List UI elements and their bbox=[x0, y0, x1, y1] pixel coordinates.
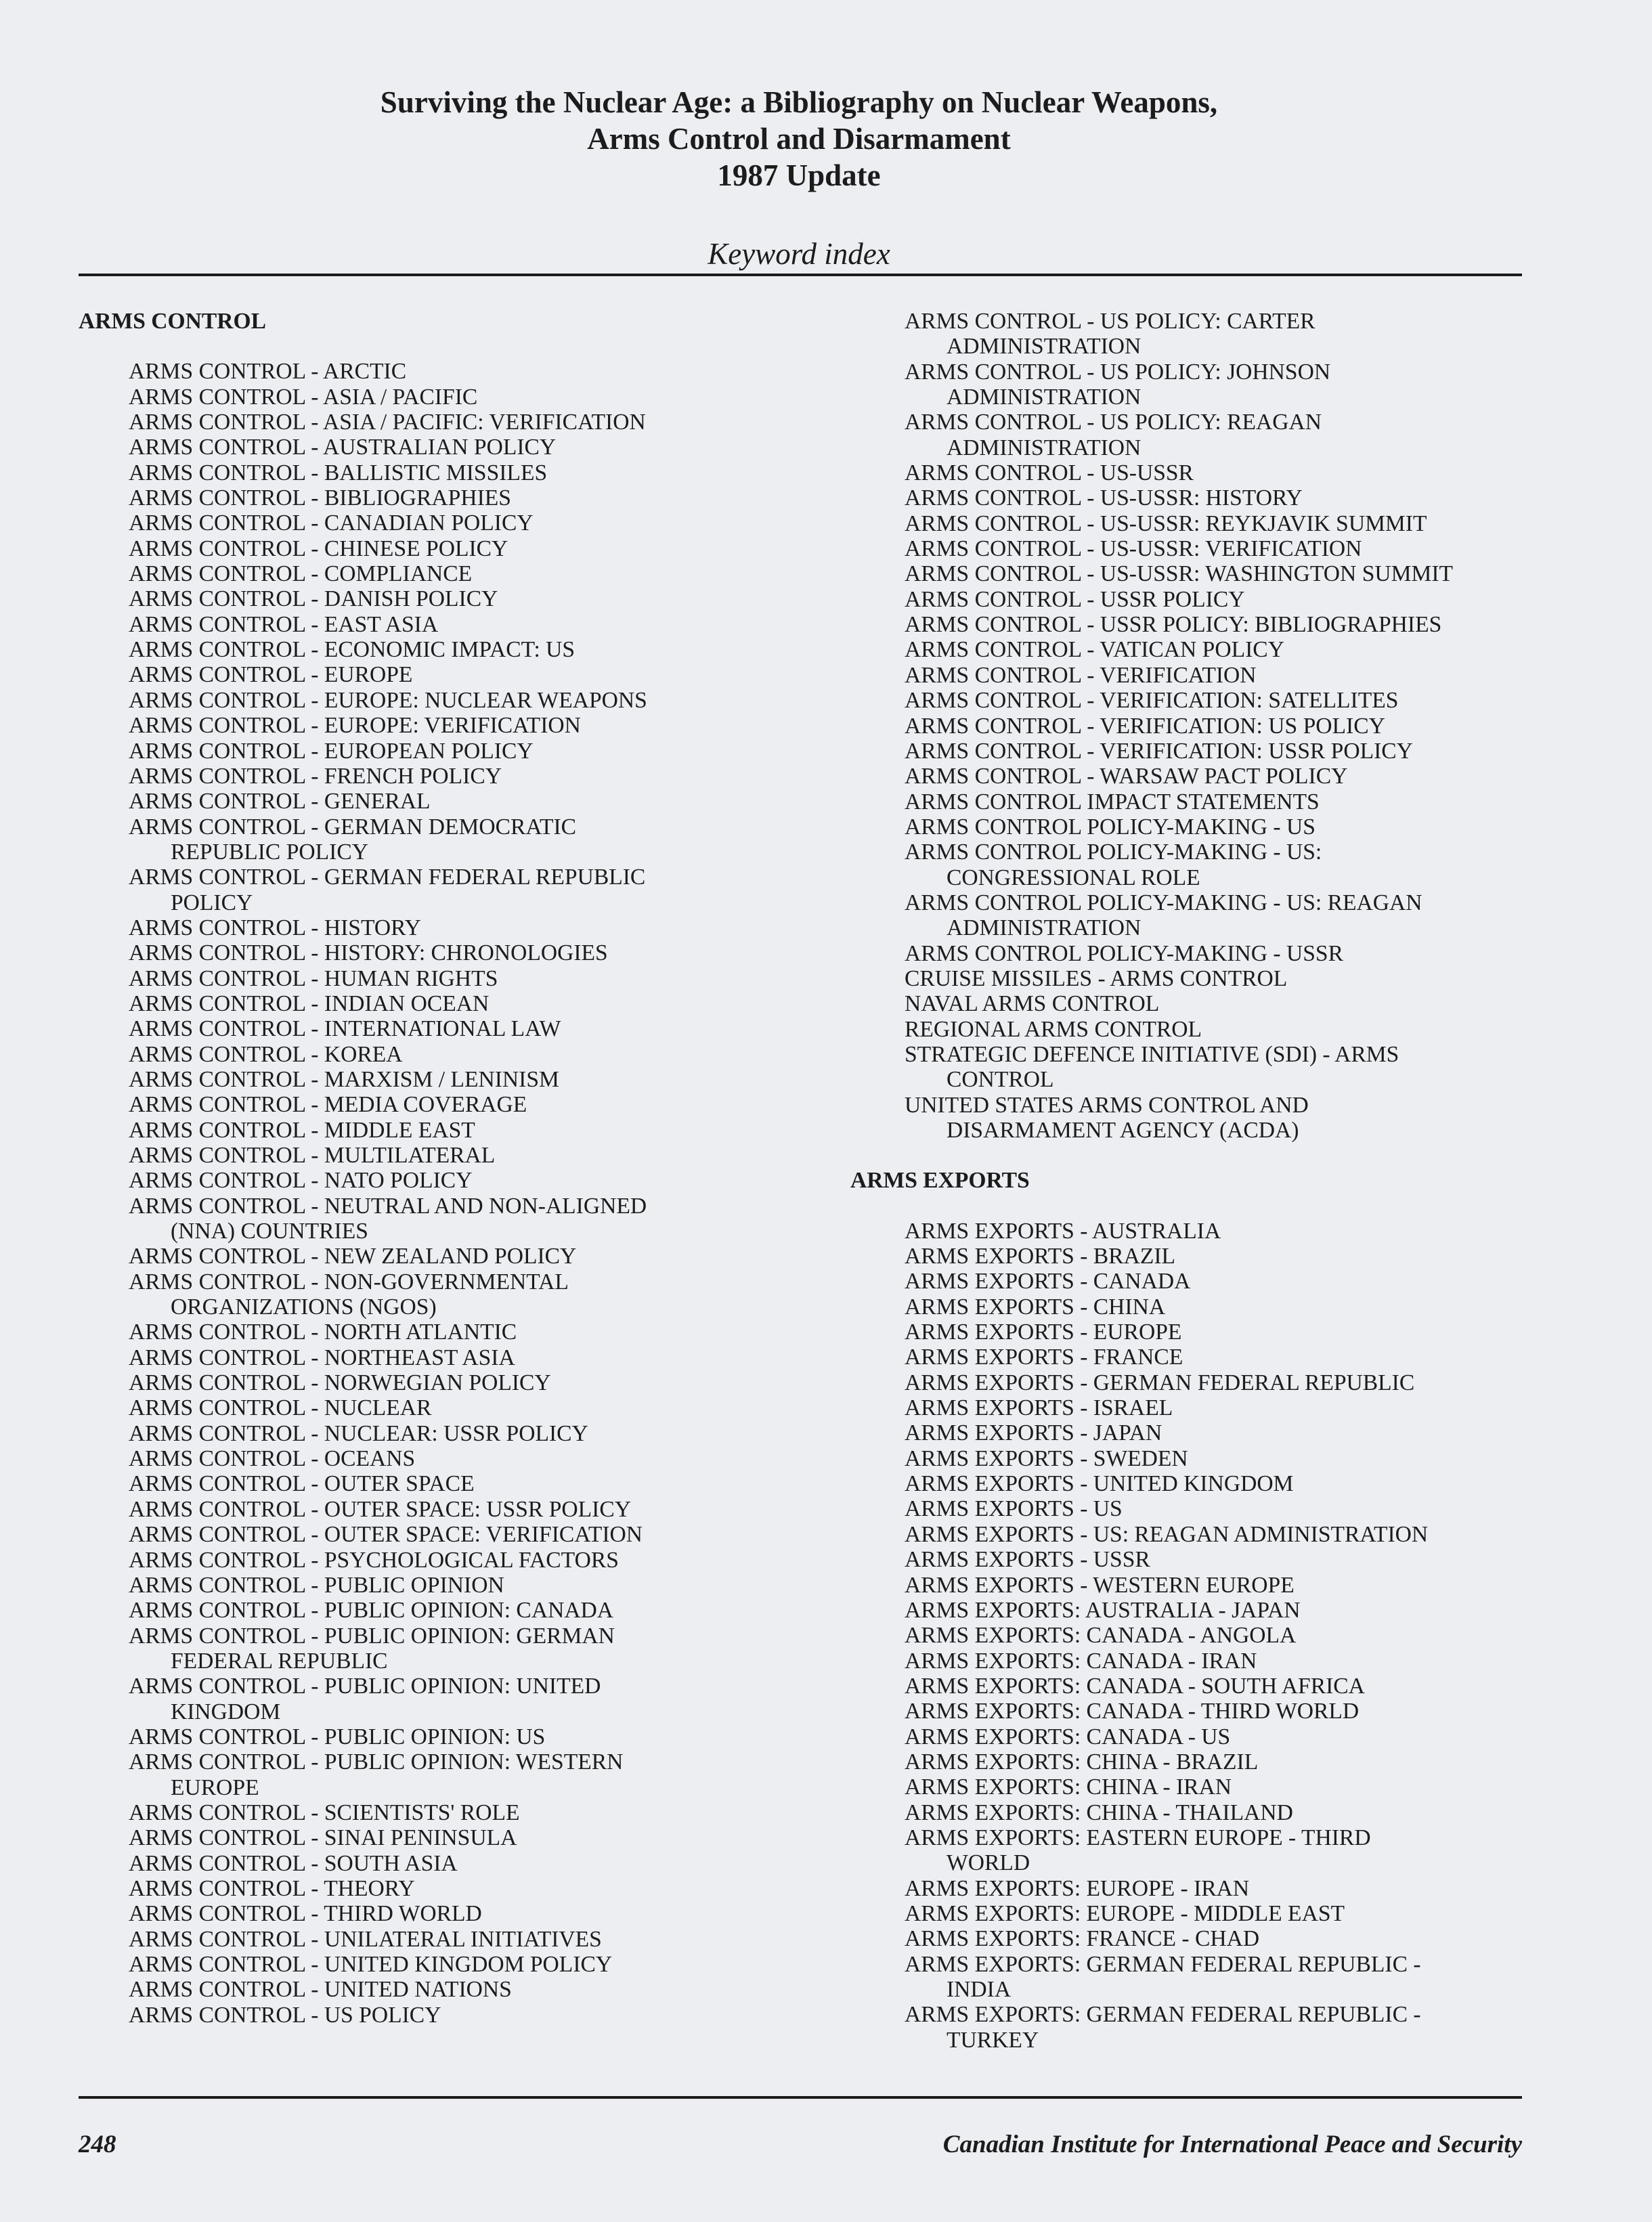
index-entry: ARMS CONTROL - NORTH ATLANTIC bbox=[129, 1320, 517, 1345]
index-entry: ARMS CONTROL - UNILATERAL INITIATIVES bbox=[129, 1926, 602, 1952]
index-entry: ARMS EXPORTS: GERMAN FEDERAL REPUBLIC - TURKEY bbox=[905, 2002, 1421, 2053]
index-entry: ARMS CONTROL - ASIA / PACIFIC bbox=[129, 384, 478, 410]
index-entry: ARMS EXPORTS - EUROPE bbox=[905, 1320, 1182, 1345]
index-entry: ARMS EXPORTS: CANADA - ANGOLA bbox=[905, 1623, 1297, 1649]
arms-exports-entries bbox=[850, 1219, 1527, 2053]
index-entry: ARMS CONTROL - SCIENTISTS' ROLE bbox=[129, 1800, 520, 1825]
index-entry: CRUISE MISSILES - ARMS CONTROL bbox=[905, 965, 1288, 991]
index-entry: ARMS CONTROL - INTERNATIONAL LAW bbox=[129, 1016, 561, 1042]
title-line-3: 1987 Update bbox=[717, 158, 881, 192]
index-entry: ARMS CONTROL - MIDDLE EAST bbox=[129, 1117, 475, 1143]
index-entry: ARMS CONTROL - OCEANS bbox=[129, 1446, 416, 1472]
index-entry: ARMS CONTROL - EUROPE bbox=[129, 662, 413, 688]
index-entry: ARMS CONTROL POLICY-MAKING - US: CONGRESSIONAL ROLE bbox=[905, 840, 1322, 890]
index-entry: ARMS CONTROL - US POLICY bbox=[129, 2002, 441, 2028]
index-entry: ARMS EXPORTS - FRANCE bbox=[905, 1345, 1183, 1370]
index-entry: ARMS CONTROL - VERIFICATION: SATELLITES bbox=[905, 688, 1399, 714]
index-entry: ARMS CONTROL - NON-GOVERNMENTAL ORGANIZATIONS (NGOS) bbox=[129, 1269, 569, 1320]
index-entry: ARMS CONTROL - NEUTRAL AND NON-ALIGNED (NNA) COUNTRIES bbox=[129, 1193, 647, 1244]
index-entry: ARMS CONTROL - EUROPE: VERIFICATION bbox=[129, 713, 581, 739]
index-entry: ARMS CONTROL - BIBLIOGRAPHIES bbox=[129, 485, 511, 511]
index-entry: ARMS CONTROL - THEORY bbox=[129, 1875, 415, 1901]
index-entry: ARMS EXPORTS - USSR bbox=[905, 1547, 1150, 1573]
index-entry: ARMS CONTROL - EUROPEAN POLICY bbox=[129, 738, 534, 764]
index-entry: ARMS CONTROL - NUCLEAR: USSR POLICY bbox=[129, 1420, 588, 1446]
index-entry: ARMS CONTROL - EAST ASIA bbox=[129, 611, 439, 637]
arms-control-entries bbox=[79, 359, 857, 2028]
index-entry: ARMS CONTROL - VERIFICATION bbox=[905, 662, 1257, 688]
index-entry: ARMS CONTROL - OUTER SPACE: VERIFICATION bbox=[129, 1522, 643, 1548]
index-entry: ARMS CONTROL POLICY-MAKING - USSR bbox=[905, 940, 1344, 966]
index-entry: ARMS CONTROL - MARXISM / LENINISM bbox=[129, 1066, 559, 1092]
index-entry: ARMS CONTROL - PUBLIC OPINION: GERMAN FEDERAL REPUBLIC bbox=[129, 1623, 615, 1674]
index-entry: ARMS CONTROL - FRENCH POLICY bbox=[129, 763, 502, 789]
index-entry: ARMS CONTROL IMPACT STATEMENTS bbox=[905, 789, 1320, 814]
index-entry: ARMS CONTROL - ARCTIC bbox=[129, 359, 407, 385]
section-heading-arms-control: ARMS CONTROL bbox=[79, 309, 267, 334]
index-entry: ARMS CONTROL - US-USSR: REYKJAVIK SUMMIT bbox=[905, 510, 1427, 536]
index-entry: ARMS EXPORTS - AUSTRALIA bbox=[905, 1218, 1221, 1244]
index-entry: ARMS EXPORTS: EUROPE - IRAN bbox=[905, 1875, 1250, 1901]
index-title: Keyword index bbox=[708, 237, 890, 271]
document-title bbox=[0, 84, 1598, 194]
index-entry: ARMS CONTROL - PUBLIC OPINION: CANADA bbox=[129, 1598, 614, 1624]
index-entry: ARMS CONTROL - OUTER SPACE: USSR POLICY bbox=[129, 1496, 631, 1522]
title-line-1: Surviving the Nuclear Age: a Bibliography on Nuclear Weapons, bbox=[380, 85, 1218, 119]
page-number: 248 bbox=[79, 2131, 116, 2158]
index-entry: ARMS CONTROL - UNITED KINGDOM POLICY bbox=[129, 1952, 613, 1977]
index-entry: ARMS CONTROL - SOUTH ASIA bbox=[129, 1850, 458, 1876]
index-entry: ARMS EXPORTS: CANADA - IRAN bbox=[905, 1648, 1257, 1674]
index-entry: ARMS CONTROL - US-USSR: WASHINGTON SUMMIT bbox=[905, 561, 1454, 587]
top-rule bbox=[79, 274, 1522, 276]
index-entry: ARMS CONTROL - GENERAL bbox=[129, 789, 431, 814]
index-entry: ARMS CONTROL - NUCLEAR bbox=[129, 1395, 432, 1421]
index-entry: ARMS CONTROL - AUSTRALIAN POLICY bbox=[129, 435, 557, 460]
index-entry: ARMS EXPORTS - US bbox=[905, 1496, 1123, 1522]
index-entry: ARMS CONTROL - HUMAN RIGHTS bbox=[129, 965, 498, 991]
index-entry: ARMS EXPORTS - CHINA bbox=[905, 1294, 1166, 1320]
index-entry: ARMS EXPORTS - CANADA bbox=[905, 1269, 1191, 1294]
footer-organization: Canadian Institute for International Peace and Security bbox=[942, 2131, 1522, 2158]
index-entry: ARMS CONTROL - US-USSR: HISTORY bbox=[905, 485, 1303, 511]
section-heading-arms-exports: ARMS EXPORTS bbox=[850, 1168, 1030, 1194]
index-entry: ARMS EXPORTS: CANADA - SOUTH AFRICA bbox=[905, 1673, 1365, 1699]
index-entry: ARMS CONTROL - PSYCHOLOGICAL FACTORS bbox=[129, 1547, 619, 1573]
index-entry: ARMS EXPORTS: EUROPE - MIDDLE EAST bbox=[905, 1900, 1345, 1926]
index-entry: ARMS EXPORTS - SWEDEN bbox=[905, 1445, 1188, 1471]
index-entry: ARMS CONTROL - NEW ZEALAND POLICY bbox=[129, 1244, 577, 1269]
index-entry: ARMS EXPORTS - UNITED KINGDOM bbox=[905, 1471, 1294, 1497]
index-entry: ARMS CONTROL - CHINESE POLICY bbox=[129, 536, 508, 561]
index-entry: ARMS EXPORTS: FRANCE - CHAD bbox=[905, 1926, 1260, 1952]
right-column bbox=[850, 309, 1527, 2053]
index-entry: ARMS CONTROL - ECONOMIC IMPACT: US bbox=[129, 637, 575, 663]
index-entry: ARMS CONTROL - NORTHEAST ASIA bbox=[129, 1345, 515, 1370]
index-entry: ARMS CONTROL POLICY-MAKING - US: REAGAN ADMINISTRATION bbox=[905, 890, 1422, 941]
index-entry: ARMS CONTROL - INDIAN OCEAN bbox=[129, 990, 490, 1016]
index-entry: ARMS CONTROL - SINAI PENINSULA bbox=[129, 1825, 517, 1851]
index-entry: ARMS CONTROL - NATO POLICY bbox=[129, 1168, 473, 1194]
index-entry: ARMS EXPORTS - BRAZIL bbox=[905, 1244, 1176, 1269]
index-entry: STRATEGIC DEFENCE INITIATIVE (SDI) - ARMS CONTROL bbox=[905, 1041, 1399, 1093]
index-entry: ARMS EXPORTS: CANADA - US bbox=[905, 1724, 1231, 1749]
index-entry: ARMS CONTROL - US POLICY: CARTER ADMINISTRATION bbox=[905, 309, 1316, 360]
index-entry: UNITED STATES ARMS CONTROL AND DISARMAMENT AGENCY (ACDA) bbox=[905, 1092, 1309, 1143]
index-entry: ARMS CONTROL - VERIFICATION: USSR POLICY bbox=[905, 738, 1413, 764]
index-entry: ARMS EXPORTS - GERMAN FEDERAL REPUBLIC bbox=[905, 1370, 1415, 1395]
index-entry: ARMS CONTROL - UNITED NATIONS bbox=[129, 1977, 512, 2003]
index-entry: ARMS CONTROL - WARSAW PACT POLICY bbox=[905, 764, 1348, 789]
index-entry: ARMS CONTROL - PUBLIC OPINION: UNITED KINGDOM bbox=[129, 1674, 601, 1724]
index-entry: ARMS EXPORTS: EASTERN EUROPE - THIRD WORLD bbox=[905, 1825, 1371, 1876]
index-entry: ARMS CONTROL - HISTORY: CHRONOLOGIES bbox=[129, 940, 608, 966]
index-entry: ARMS CONTROL - CANADIAN POLICY bbox=[129, 510, 534, 536]
index-entry: ARMS CONTROL - MEDIA COVERAGE bbox=[129, 1092, 527, 1118]
index-entry: ARMS CONTROL - VATICAN POLICY bbox=[905, 637, 1284, 663]
index-entry: ARMS EXPORTS: GERMAN FEDERAL REPUBLIC - INDIA bbox=[905, 1951, 1421, 2002]
index-entry: ARMS CONTROL - US-USSR bbox=[905, 460, 1194, 486]
bottom-rule bbox=[79, 2096, 1522, 2099]
index-entry: ARMS EXPORTS - ISRAEL bbox=[905, 1395, 1173, 1421]
index-entry: ARMS EXPORTS: CHINA - BRAZIL bbox=[905, 1749, 1259, 1774]
index-entry: ARMS CONTROL - US POLICY: REAGAN ADMINISTRATION bbox=[905, 410, 1322, 460]
index-entry: ARMS CONTROL - PUBLIC OPINION: WESTERN EUROPE bbox=[129, 1749, 624, 1800]
index-entry: ARMS EXPORTS - JAPAN bbox=[905, 1420, 1162, 1446]
index-entry: ARMS CONTROL - ASIA / PACIFIC: VERIFICATION bbox=[129, 410, 646, 435]
index-entry: ARMS CONTROL - NORWEGIAN POLICY bbox=[129, 1370, 551, 1396]
index-entry: REGIONAL ARMS CONTROL bbox=[905, 1016, 1202, 1042]
index-entry: ARMS CONTROL - PUBLIC OPINION: US bbox=[129, 1724, 546, 1749]
index-entry: ARMS CONTROL - USSR POLICY: BIBLIOGRAPHIES bbox=[905, 612, 1442, 638]
index-entry: ARMS CONTROL - KOREA bbox=[129, 1041, 403, 1067]
index-entry: ARMS CONTROL - GERMAN FEDERAL REPUBLIC POLICY bbox=[129, 865, 646, 915]
index-entry: ARMS CONTROL - THIRD WORLD bbox=[129, 1901, 482, 1927]
index-entry: ARMS CONTROL - GERMAN DEMOCRATIC REPUBLIC POLICY bbox=[129, 814, 577, 865]
index-entry: NAVAL ARMS CONTROL bbox=[905, 991, 1160, 1017]
index-entry: ARMS CONTROL - US POLICY: JOHNSON ADMINISTRATION bbox=[905, 359, 1331, 410]
index-entry: ARMS CONTROL - EUROPE: NUCLEAR WEAPONS bbox=[129, 687, 647, 713]
index-entry: ARMS EXPORTS - WESTERN EUROPE bbox=[905, 1572, 1295, 1598]
left-column bbox=[79, 309, 857, 2028]
index-entry: ARMS EXPORTS: CHINA - IRAN bbox=[905, 1774, 1232, 1800]
index-entry: ARMS EXPORTS: AUSTRALIA - JAPAN bbox=[905, 1597, 1301, 1623]
index-entry: ARMS CONTROL - DANISH POLICY bbox=[129, 586, 498, 612]
arms-control-continued-entries bbox=[850, 309, 1527, 1143]
index-entry: ARMS CONTROL - USSR POLICY bbox=[905, 586, 1245, 612]
index-entry: ARMS CONTROL - US-USSR: VERIFICATION bbox=[905, 536, 1362, 562]
index-entry: ARMS CONTROL - COMPLIANCE bbox=[129, 561, 473, 587]
index-entry: ARMS CONTROL POLICY-MAKING - US bbox=[905, 814, 1316, 840]
index-entry: ARMS CONTROL - BALLISTIC MISSILES bbox=[129, 460, 548, 485]
index-entry: ARMS EXPORTS: CHINA - THAILAND bbox=[905, 1800, 1293, 1825]
title-line-2: Arms Control and Disarmament bbox=[587, 122, 1011, 156]
index-entry: ARMS EXPORTS: CANADA - THIRD WORLD bbox=[905, 1699, 1360, 1724]
index-entry: ARMS CONTROL - HISTORY bbox=[129, 915, 421, 940]
index-entry: ARMS EXPORTS - US: REAGAN ADMINISTRATION bbox=[905, 1521, 1429, 1547]
index-entry: ARMS CONTROL - VERIFICATION: US POLICY bbox=[905, 713, 1385, 739]
index-entry: ARMS CONTROL - PUBLIC OPINION bbox=[129, 1572, 504, 1598]
index-entry: ARMS CONTROL - MULTILATERAL bbox=[129, 1143, 496, 1168]
index-entry: ARMS CONTROL - OUTER SPACE bbox=[129, 1471, 475, 1497]
